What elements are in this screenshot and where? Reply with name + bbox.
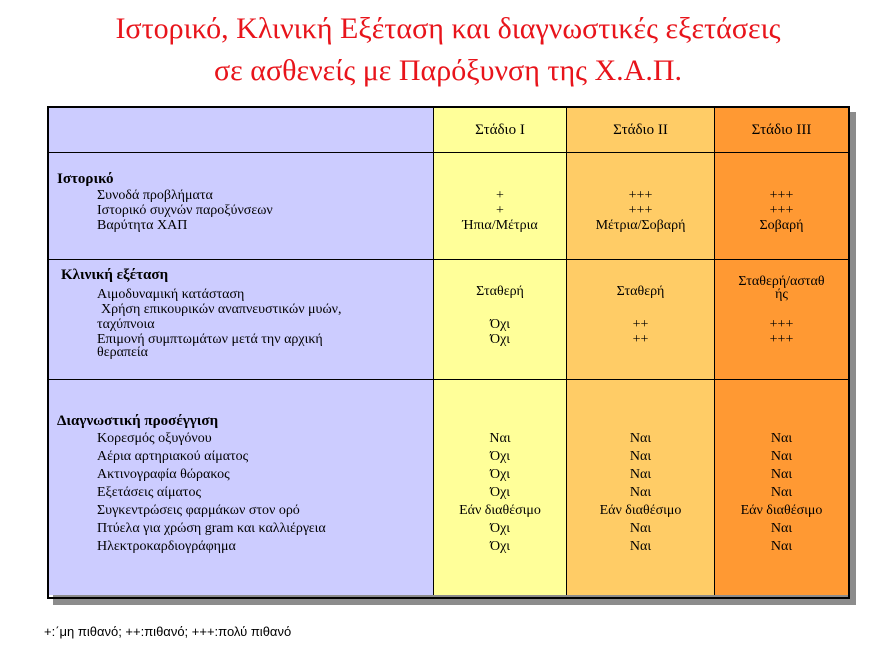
diagnostic-stage-1-value: Όχι	[489, 539, 511, 554]
clinical-stage-3-value: Σταθερή/ασταθ	[738, 274, 825, 289]
diagnostic-item-oxygen-saturation: Κορεσμός οξυγόνου	[97, 431, 212, 446]
history-stage-1-value: Ήπια/Μέτρια	[462, 218, 538, 233]
clinical-label-cell	[49, 260, 434, 380]
clinical-item-tachypnea: ταχύπνοια	[97, 317, 155, 332]
history-stage-1-value: +	[496, 203, 504, 218]
history-item-comorbidities: Συνοδά προβλήματα	[97, 188, 213, 203]
history-stage-1-value: +	[496, 188, 504, 203]
diagnostic-stage-2-value: Ναι	[629, 539, 652, 554]
diagnostic-label-cell	[49, 380, 434, 595]
clinical-item-accessory-muscles: Χρήση επικουρικών αναπνευστικών μυών,	[101, 302, 342, 317]
diagnostic-title: Διαγνωστική προσέγγιση	[57, 413, 219, 429]
history-item-frequent-exacerbations: Ιστορικό συχνών παροξύνσεων	[97, 203, 273, 218]
diagnostic-stage-1-value: Όχι	[489, 485, 511, 500]
clinical-stage-3-value: +++	[769, 332, 794, 347]
diagnostic-stage-3-value: Ναι	[770, 467, 793, 482]
diagnostic-stage-2-value: Ναι	[629, 521, 652, 536]
history-stage-2-value: +++	[628, 188, 653, 203]
diagnostic-stage-1-value: Όχι	[489, 467, 511, 482]
diagnostic-stage-3-value: Ναι	[770, 431, 793, 446]
diagnostic-stage-3-value: Ναι	[770, 449, 793, 464]
history-stage-2-value: +++	[628, 203, 653, 218]
history-stage-2-cell	[567, 153, 715, 260]
clinical-title: Κλινική εξέταση	[61, 267, 169, 283]
clinical-stage-1-cell	[434, 260, 567, 380]
stages-table	[47, 106, 850, 599]
diagnostic-item-blood-tests: Εξετάσεις αίματος	[97, 485, 201, 500]
legend-note: +:΄μη πιθανό; ++:πιθανό; +++:πολύ πιθανό	[44, 624, 292, 639]
diagnostic-stage-2-cell	[567, 380, 715, 595]
clinical-stage-2-value: ++	[632, 332, 649, 347]
diagnostic-stage-1-value: Όχι	[489, 521, 511, 536]
diagnostic-stage-2-value: Ναι	[629, 431, 652, 446]
title-line-1: Ιστορικό, Κλινική Εξέταση και διαγνωστικές εξετάσεις	[115, 12, 781, 45]
diagnostic-stage-1-value: Ναι	[489, 431, 511, 446]
diagnostic-stage-3-value: Ναι	[770, 539, 793, 554]
diagnostic-item-chest-xray: Ακτινογραφία θώρακος	[97, 467, 230, 482]
diagnostic-stage-1-value: Όχι	[489, 449, 511, 464]
diagnostic-stage-2-value: Ναι	[629, 485, 652, 500]
history-stage-2-value: Μέτρια/Σοβαρή	[595, 218, 686, 233]
clinical-stage-2-cell	[567, 260, 715, 380]
diagnostic-stage-3-value: Ναι	[770, 485, 793, 500]
history-label-cell	[49, 153, 434, 260]
diagnostic-stage-3-value: Ναι	[770, 521, 793, 536]
clinical-stage-3-value: +++	[769, 317, 794, 332]
history-stage-3-value: +++	[769, 188, 794, 203]
history-title: Ιστορικό	[57, 171, 114, 187]
history-stage-3-value: +++	[769, 203, 794, 218]
history-stage-3-cell	[715, 153, 848, 260]
header-stage-2: Στάδιο ΙΙ	[567, 108, 715, 153]
clinical-stage-2-value: Σταθερή	[616, 284, 665, 299]
history-item-severity: Βαρύτητα ΧΑΠ	[97, 218, 188, 233]
clinical-item-persistent-symptoms: Επιμονή συμπτωμάτων μετά την αρχική	[97, 332, 323, 347]
title-line-2: σε ασθενείς με Παρόξυνση της Χ.Α.Π.	[213, 54, 683, 87]
diagnostic-stage-3-cell	[715, 380, 848, 595]
diagnostic-stage-2-value: Ναι	[629, 467, 652, 482]
header-stage-3: Στάδιο ΙΙΙ	[715, 108, 848, 153]
clinical-stage-3-cell	[715, 260, 848, 380]
clinical-item-persistent-symptoms-cont: θεραπεία	[97, 345, 148, 360]
diagnostic-item-sputum: Πτύελα για χρώση gram και καλλιέργεια	[97, 521, 326, 536]
diagnostic-stage-2-value: Εάν διαθέσιμο	[599, 503, 682, 518]
diagnostic-item-ecg: Ηλεκτροκαρδιογράφημα	[97, 539, 236, 554]
clinical-item-hemodynamic: Αιμοδυναμική κατάσταση	[97, 287, 245, 302]
header-empty-cell	[49, 108, 434, 153]
diagnostic-item-drug-levels: Συγκεντρώσεις φαρμάκων στον ορό	[97, 503, 300, 518]
diagnostic-item-arterial-blood-gas: Αέρια αρτηριακού αίματος	[97, 449, 249, 464]
clinical-stage-3-value: ής	[775, 287, 788, 302]
clinical-stage-1-value: Όχι	[489, 317, 511, 332]
diagnostic-stage-1-cell	[434, 380, 567, 595]
clinical-stage-1-value: Όχι	[489, 332, 511, 347]
history-stage-1-cell	[434, 153, 567, 260]
clinical-stage-1-value: Σταθερή	[476, 284, 524, 299]
diagnostic-stage-1-value: Εάν διαθέσιμο	[459, 503, 541, 518]
header-stage-1: Στάδιο Ι	[434, 108, 567, 153]
diagnostic-stage-3-value: Εάν διαθέσιμο	[740, 503, 823, 518]
diagnostic-stage-2-value: Ναι	[629, 449, 652, 464]
history-stage-3-value: Σοβαρή	[759, 218, 804, 233]
clinical-stage-2-value: ++	[632, 317, 649, 332]
